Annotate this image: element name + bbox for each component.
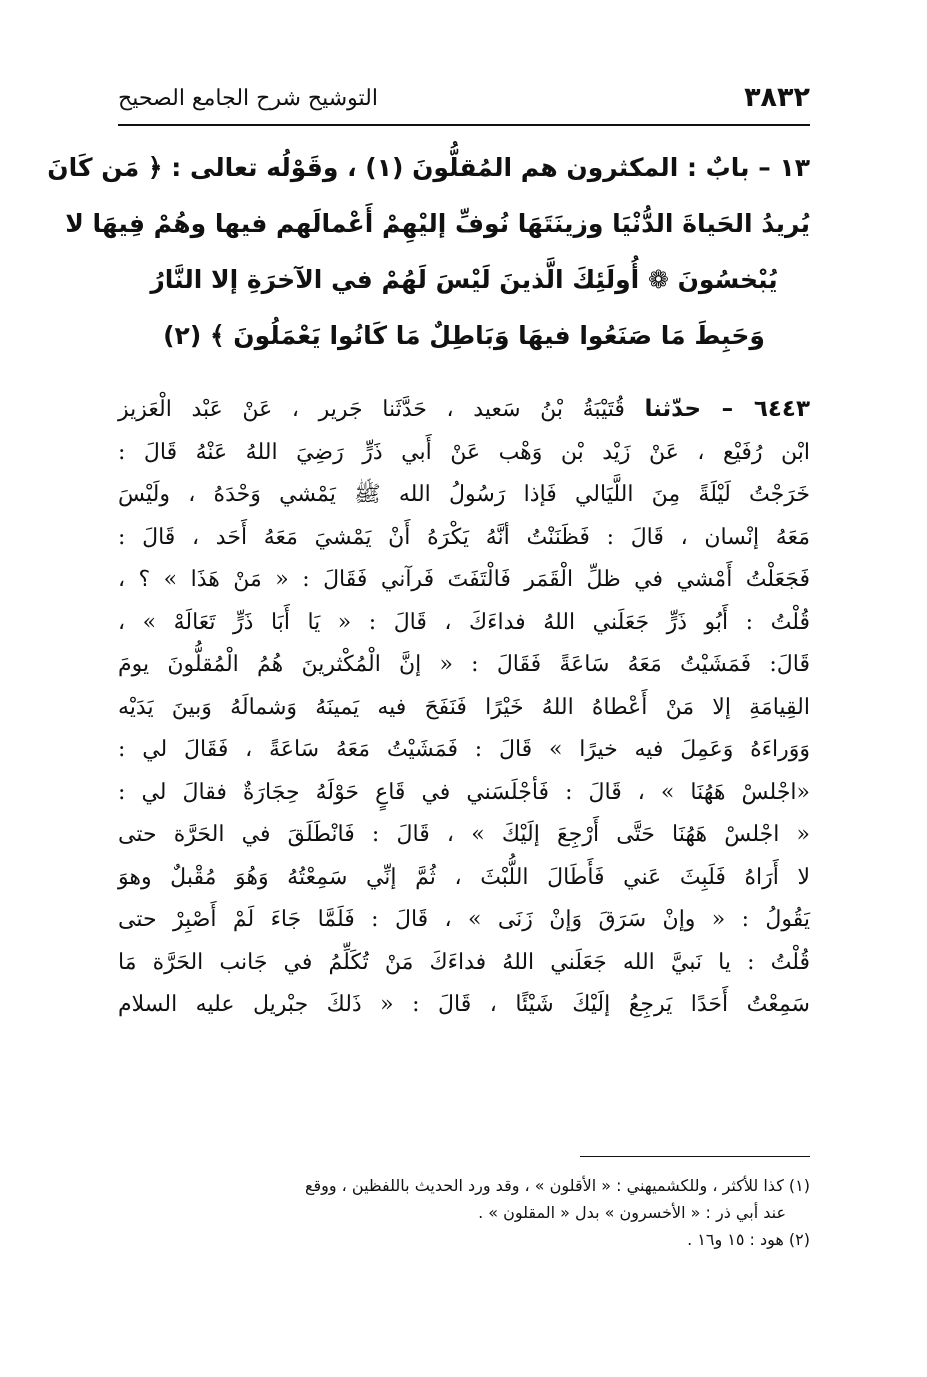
- hadith-line: مَعَهُ إنْسان ، قَالَ : فَظَنَنْتُ أنَّهُ يَكْرَهُ أَنْ يَمْشيَ مَعَهُ أَحَد ، قَالَ :: [118, 524, 810, 550]
- hadith-line-text: قُتَيْبَةُ بْنُ سَعيد ، حَدَّثَنا جَرير ، عَنْ عَبْد الْعَزيز: [118, 397, 625, 422]
- hadith-line: « اجْلسْ هَهُنَا حَتَّى أَرْجِعَ إلَيْكَ » ، قَالَ : فَانْطَلَقَ في الحَرَّة حتى: [118, 822, 810, 847]
- chapter-heading-line: يُبْخسُونَ ❁ أُولَئِكَ الَّذينَ لَيْسَ لَهُمْ في الآخرَةِ إلا النَّارُ: [150, 265, 778, 294]
- hadith-line: [118, 388, 810, 432]
- chapter-heading-line: وَحَبِطَ مَا صَنَعُوا فيهَا وَبَاطِلٌ مَا كَانُوا يَعْمَلُونَ ﴾ (٢): [163, 321, 765, 350]
- hadith-line: خَرَجْتُ لَيْلَةً مِنَ اللَّيَالي فَإذا رَسُولُ الله ﷺ يَمْشي وَحْدَهُ ، ولَيْسَ: [118, 482, 810, 507]
- hadith-text: [118, 388, 810, 1027]
- chapter-heading-line: ١٣ – بابٌ : المكثرون هم المُقلُّونَ (١) ، وقَوْلُه تعالى : ﴿ مَن كَانَ: [47, 153, 810, 182]
- footnote-divider: [580, 1156, 810, 1157]
- page-number: ٣٨٣٢: [744, 82, 810, 113]
- footnote-2: (٢) هود : ١٥ و١٦ .: [687, 1230, 810, 1249]
- hadith-line: لا أَرَاهُ فَلَبِثَ عَني فَأَطَالَ اللُّبْثَ ، ثُمَّ إنِّي سَمِعْتُهُ وَهُوَ مُقْبلٌ وهوَ: [118, 864, 810, 890]
- book-page: [47, 76, 810, 1296]
- footnote-1-continuation: عند أبي ذر : « الأخسرون » بدل « المقلون » .: [478, 1203, 786, 1222]
- hadith-line: فَجَعَلْتُ أَمْشي في ظلِّ الْقَمَر فَالْتَفَتَ فَرآني فَقَالَ : « مَنْ هَذَا » ؟ ،: [118, 567, 810, 592]
- hadith-line: قُلْتُ : أَبُو ذَرٍّ جَعَلَني اللهُ فداءَكَ ، قَالَ : « يَا أَبَا ذَرٍّ تَعَالَهْ » ،: [118, 609, 810, 635]
- hadith-number-lead: ٦٤٤٣ – حدّثنا: [644, 396, 810, 422]
- hadith-line: القِيامَةِ إلا مَنْ أَعْطاهُ اللهُ خَيْرًا فَنَفَحَ فيه يَمينَهُ وَشمالَهُ وَبينَ يَدَيْه: [118, 694, 810, 720]
- hadith-line: قَالَ: فَمَشَيْتُ مَعَهُ سَاعَةً فَقَالَ : « إنَّ الْمُكْثرينَ هُمُ الْمُقلُّونَ يومَ: [118, 652, 810, 677]
- chapter-heading: [47, 140, 810, 364]
- hadith-line: قُلْتُ : يا نَبيَّ الله جَعَلَني اللهُ فداءَكَ مَنْ تُكَلِّمُ في جَانب الحَرَّة مَا: [118, 949, 810, 975]
- footnotes: [118, 1172, 810, 1253]
- chapter-heading-line: يُريدُ الحَياةَ الدُّنْيَا وزينَتَهَا نُوفِّ إليْهِمْ أَعْمالَهم فيها وهُمْ فِيهَا لا: [65, 209, 810, 238]
- hadith-line: ابْن رُفَيْع ، عَنْ زَيْد بْن وَهْب عَنْ أَبي ذَرٍّ رَضِيَ اللهُ عَنْهُ قَالَ :: [118, 439, 810, 465]
- running-title: التوشيح شرح الجامع الصحيح: [118, 86, 378, 111]
- page-header: [118, 76, 810, 126]
- hadith-line: سَمِعْتُ أَحَدًا يَرجِعُ إلَيْكَ شَيْئًا ، قَالَ : « ذَلكَ جبْريل عليه السلام: [118, 992, 810, 1017]
- footnote-1: (١) كذا للأكثر ، وللكشميهني : « الأقلون » ، وقد ورد الحديث باللفظين ، ووقع: [304, 1176, 810, 1195]
- hadith-line: وَوَراءَهُ وَعَمِلَ فيه خيرًا » قَالَ : فَمَشَيْتُ مَعَهُ سَاعَةً ، فَقَالَ لي :: [118, 737, 810, 762]
- hadith-line: يَقُولُ : « وإنْ سَرَقَ وَإنْ زَنَى » ، قَالَ : فَلَمَّا جَاءَ لَمْ أَصْبِرْ حتى: [118, 907, 810, 932]
- hadith-line: «اجْلسْ هَهُنَا » ، قَالَ : فَأجْلَسَني في قَاعٍ حَوْلَهُ حِجَارَةٌ فقالَ لي :: [118, 779, 810, 805]
